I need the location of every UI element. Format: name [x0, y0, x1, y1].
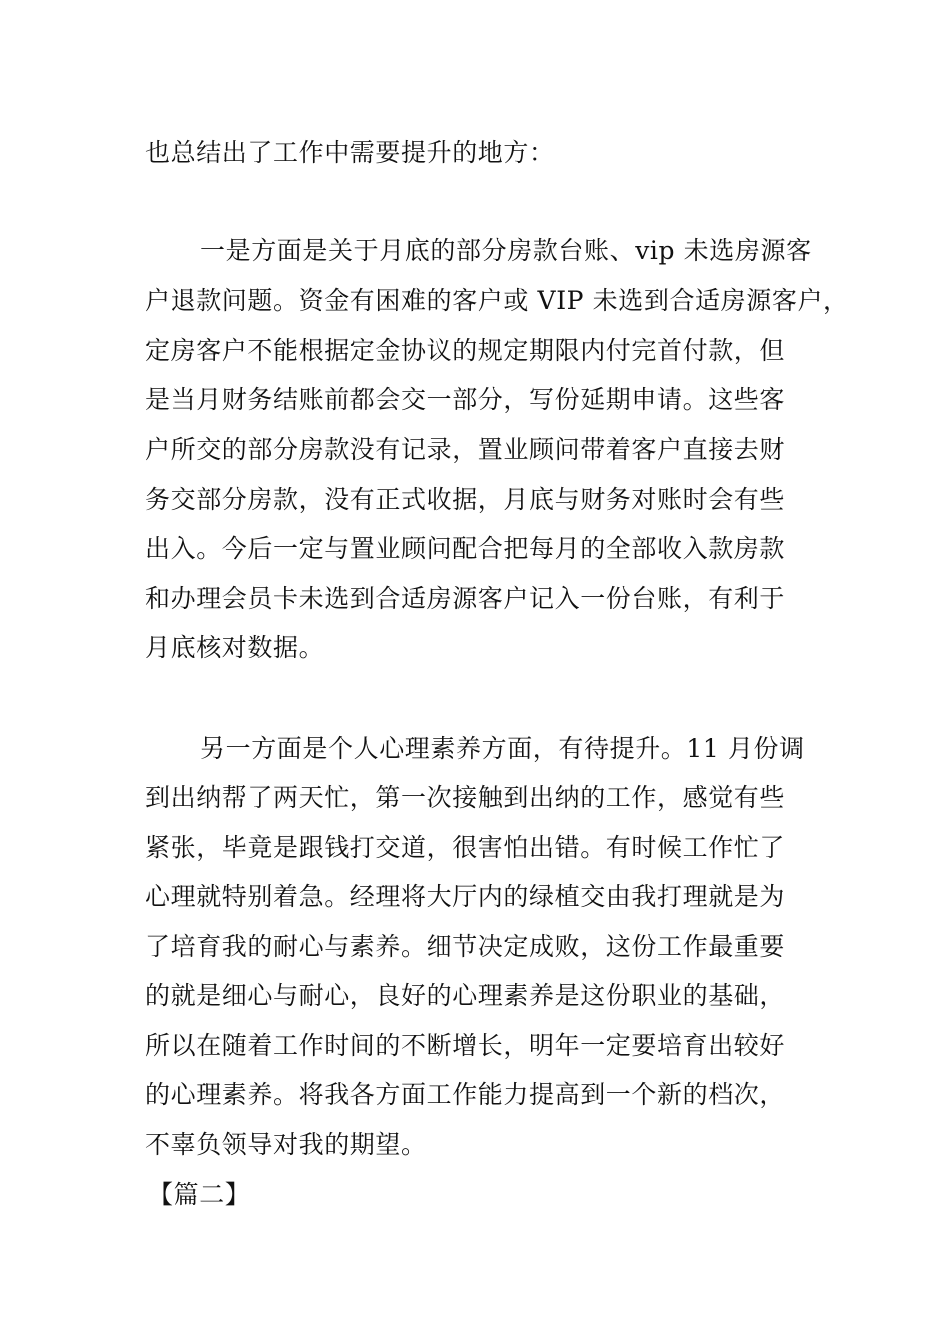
paragraph-one-line: 户所交的部分房款没有记录，置业顾问带着客户直接去财 — [145, 435, 786, 464]
paragraph-one-line: 是当月财务结账前都会交一部分，写份延期申请。这些客 — [145, 385, 786, 414]
paragraph-one-line: 务交部分房款，没有正式收据，月底与财务对账时会有些 — [145, 485, 786, 514]
paragraph-two-line: 另一方面是个人心理素养方面，有待提升。11 月份调 — [200, 734, 805, 763]
paragraph-two-line: 的就是细心与耐心，良好的心理素养是这份职业的基础， — [145, 981, 786, 1010]
section-heading: 【篇二】 — [148, 1180, 251, 1209]
paragraph-one-line: 户退款问题。资金有困难的客户或 VIP 未选到合适房源客户， — [145, 286, 849, 315]
paragraph-two-line: 不辜负领导对我的期望。 — [145, 1130, 427, 1159]
paragraph-two-line: 的心理素养。将我各方面工作能力提高到一个新的档次， — [145, 1080, 786, 1109]
paragraph-one-line: 一是方面是关于月底的部分房款台账、vip 未选房源客 — [200, 236, 812, 265]
paragraph-one-line: 出入。今后一定与置业顾问配合把每月的全部收入款房款 — [145, 534, 786, 563]
intro-line: 也总结出了工作中需要提升的地方： — [145, 138, 555, 167]
paragraph-two-line: 了培育我的耐心与素养。细节决定成败，这份工作最重要 — [145, 932, 786, 961]
paragraph-two-line: 心理就特别着急。经理将大厅内的绿植交由我打理就是为 — [145, 882, 786, 911]
paragraph-two-line: 紧张，毕竟是跟钱打交道，很害怕出错。有时候工作忙了 — [145, 833, 786, 862]
paragraph-two-line: 到出纳帮了两天忙，第一次接触到出纳的工作，感觉有些 — [145, 783, 786, 812]
paragraph-one-line: 和办理会员卡未选到合适房源客户记入一份台账，有利于 — [145, 584, 786, 613]
paragraph-one-line: 定房客户不能根据定金协议的规定期限内付完首付款，但 — [145, 336, 786, 365]
paragraph-one-line: 月底核对数据。 — [145, 633, 325, 662]
paragraph-two-line: 所以在随着工作时间的不断增长，明年一定要培育出较好 — [145, 1031, 786, 1060]
